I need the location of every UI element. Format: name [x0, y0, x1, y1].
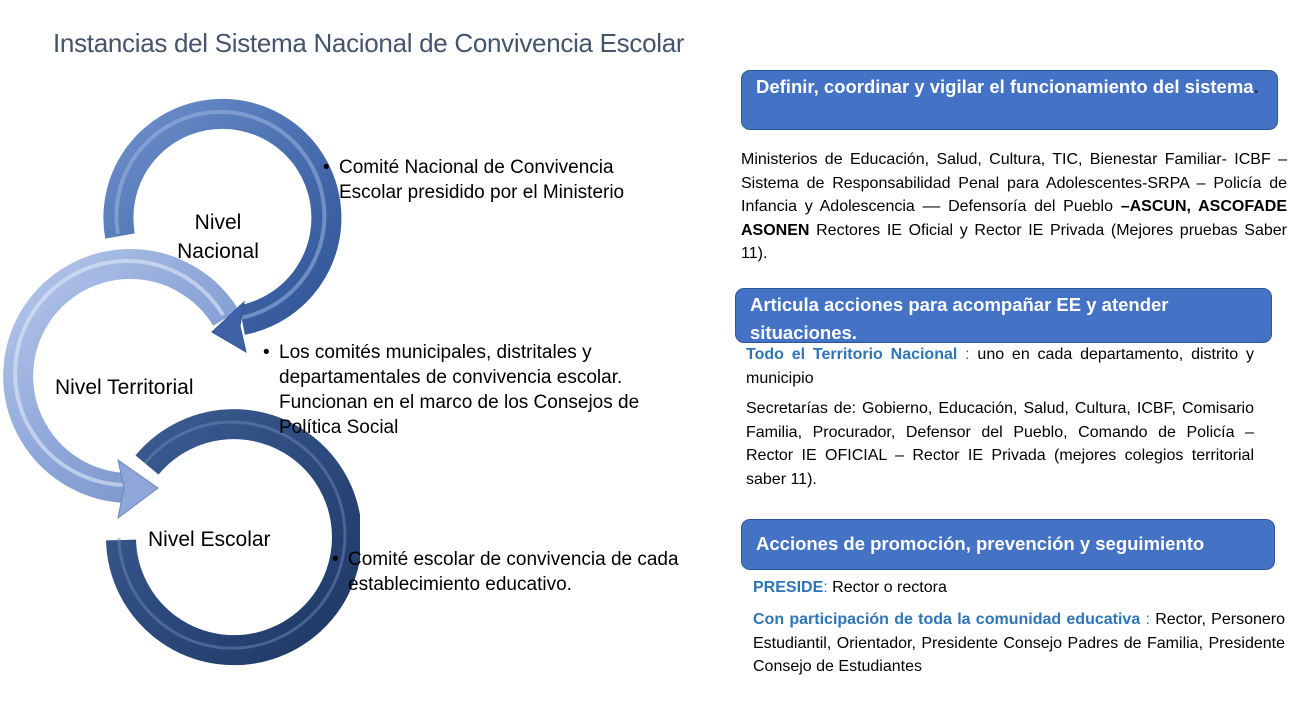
bullet-escolar: [332, 547, 728, 597]
scope-text: uno en cada departamento, distrito y municipio: [746, 346, 1255, 387]
level-label-nacional: [168, 208, 268, 266]
scope-sep: :: [957, 346, 978, 363]
panel-header-nacional: [741, 70, 1278, 130]
panel-header-escolar-text: Acciones de promoción, prevención y seguimiento: [756, 533, 1205, 554]
bullet-dot: •: [323, 157, 330, 178]
bullet-escolar-text: Comité escolar de convivencia de cada establecimiento educativo.: [348, 549, 679, 595]
panel-preside-escolar: [753, 576, 1283, 600]
bullet-dot: •: [332, 549, 339, 570]
bullet-nacional: [323, 155, 679, 205]
panel-header-nacional-end: .: [1253, 76, 1259, 97]
participation-text: Rector, Personero Estudiantil, Orientador, Presidente Consejo Padres de Familia, Presidente Consejo de Estudiantes: [753, 611, 1285, 675]
preside-text: Rector o rectora: [832, 579, 947, 596]
level-label-territorial: Nivel Territorial: [55, 376, 194, 399]
scope-label: Todo el Territorio Nacional: [746, 346, 958, 363]
page-title: Instancias del Sistema Nacional de Convivencia Escolar: [53, 28, 685, 58]
panel-header-escolar: [741, 519, 1275, 570]
panel-text-nacional-bold: –ASCUN, ASCOFADE ASONEN: [741, 198, 1287, 239]
panel-text-nacional: [741, 148, 1287, 266]
panel-members-territorial: Secretarías de: Gobierno, Educación, Salud, Cultura, ICBF, Comisario Familia, Procurador, Defensor del Pueblo, Comando de Policía – Rector IE OFICIAL – Rector IE Privada (mejores colegios territorial saber 11).: [746, 400, 1254, 488]
level-label-nacional-line2: Nacional: [177, 240, 259, 263]
preside-sep: :: [823, 579, 833, 596]
preside-label: PRESIDE: [753, 579, 824, 596]
panel-text-nacional-pre: Ministerios de Educación, Salud, Cultura, TIC, Bienestar Familiar- ICBF – Sistema de Responsabilidad Penal para Adolescentes-SRPA – Policía de Infancia y Adolescencia –– Defensoría del Pueblo: [741, 151, 1287, 215]
bullet-territorial: [263, 340, 699, 440]
bullet-territorial-text: Los comités municipales, distritales y departamentales de convivencia escolar. Funcionan en el marco de los Consejos de Política Social: [279, 342, 640, 438]
participation-sep: :: [1140, 611, 1156, 628]
bullet-nacional-text: Comité Nacional de Convivencia Escolar presidido por el Ministerio: [339, 157, 625, 203]
panel-header-territorial: [735, 288, 1272, 343]
panel-header-territorial-text: Articula acciones para acompañar EE y atender situaciones.: [750, 294, 1169, 343]
panel-scope-territorial: [746, 343, 1254, 390]
level-label-nacional-line1: Nivel: [194, 211, 242, 234]
panel-text-nacional-post: Rectores IE Oficial y Rector IE Privada (Mejores pruebas Saber 11).: [741, 221, 1287, 262]
panel-participation-escolar: [753, 608, 1285, 679]
participation-label: Con participación de toda la comunidad educativa: [753, 611, 1141, 628]
level-label-escolar: Nivel Escolar: [148, 528, 271, 551]
bullet-dot: •: [263, 342, 270, 363]
panel-header-nacional-text: Definir, coordinar y vigilar el funcionamiento del sistema: [756, 76, 1254, 97]
